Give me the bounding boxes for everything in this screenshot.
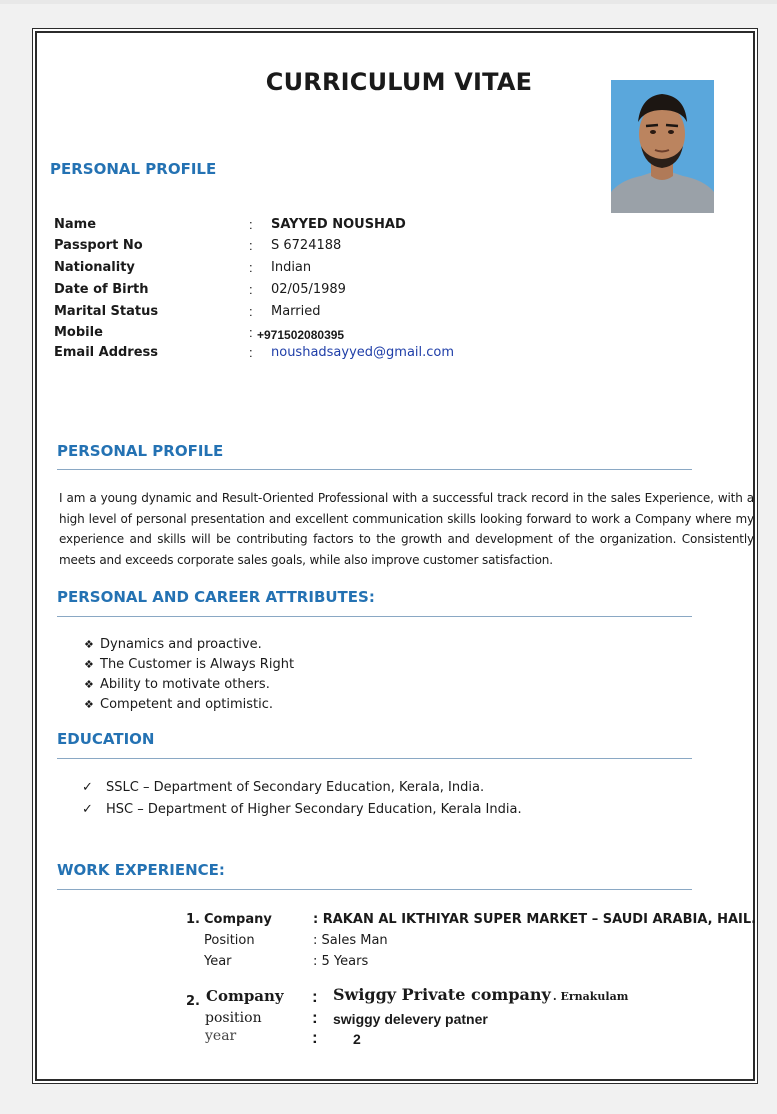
attributes-list <box>84 637 484 717</box>
info-label: Nationality <box>54 260 135 275</box>
education-list <box>82 780 642 824</box>
job-position-colon: : <box>312 1008 318 1027</box>
section-work-experience-heading: WORK EXPERIENCE: <box>57 861 225 879</box>
job-year-value: : 5 Years <box>313 954 369 969</box>
section-attributes-heading: PERSONAL AND CAREER ATTRIBUTES: <box>57 588 375 606</box>
info-row-passport <box>36 238 596 256</box>
job-company-value: Swiggy Private company . Ernakulam <box>333 985 629 1004</box>
job-position-label: Position <box>204 933 255 948</box>
section-personal-profile-2-heading: PERSONAL PROFILE <box>57 442 224 460</box>
list-item: ✓ SSLC – Department of Secondary Education, Kerala, India. <box>82 780 485 795</box>
info-row-email <box>36 345 596 363</box>
section-divider <box>57 616 692 617</box>
section-divider <box>57 469 692 470</box>
info-value: Indian <box>271 260 312 275</box>
job-company-value: : RAKAN AL IKTHIYAR SUPER MARKET – SAUDI ARABIA, HAIL. <box>313 912 757 927</box>
job-position-label: position <box>205 1010 262 1026</box>
diamond-bullet-icon: ❖ <box>84 638 94 651</box>
job-company-label: Company <box>204 912 272 927</box>
info-colon: : <box>249 325 253 340</box>
personal-info-table <box>36 217 596 360</box>
info-label: Marital Status <box>54 304 159 319</box>
info-row-dob <box>36 282 596 300</box>
job-number: 1. <box>186 912 200 927</box>
job-year-value: 2 <box>353 1031 361 1047</box>
info-label: Mobile <box>54 325 103 340</box>
info-value: 02/05/1989 <box>271 282 346 297</box>
job-position-value: : Sales Man <box>313 933 388 948</box>
job-company-colon: : <box>312 987 318 1006</box>
info-colon: : <box>249 345 253 360</box>
list-item: ❖ The Customer is Always Right <box>84 657 295 672</box>
section-personal-profile-heading: PERSONAL PROFILE <box>50 160 217 178</box>
page-edge <box>0 0 777 4</box>
email-link[interactable]: noushadsayyed@gmail.com <box>271 345 455 360</box>
info-label: Date of Birth <box>54 282 149 297</box>
diamond-bullet-icon: ❖ <box>84 698 94 711</box>
info-value: S 6724188 <box>271 238 342 253</box>
list-item: ❖ Ability to motivate others. <box>84 677 270 692</box>
list-item: ❖ Dynamics and proactive. <box>84 637 262 652</box>
profile-photo <box>611 80 714 213</box>
checkmark-icon: ✓ <box>82 780 93 795</box>
job-year-label: Year <box>204 954 232 969</box>
checkmark-icon: ✓ <box>82 802 93 817</box>
document-title: CURRICULUM VITAE <box>265 68 533 96</box>
info-row-name <box>36 217 596 235</box>
info-colon: : <box>249 260 253 275</box>
info-value: Married <box>271 304 321 319</box>
cv-page <box>32 28 758 1084</box>
info-label: Name <box>54 217 97 232</box>
section-divider <box>57 758 692 759</box>
diamond-bullet-icon: ❖ <box>84 658 94 671</box>
info-colon: : <box>249 217 253 232</box>
job-year-colon: : <box>312 1028 318 1047</box>
info-colon: : <box>249 238 253 253</box>
info-value: +971502080395 <box>257 328 345 342</box>
info-row-nationality <box>36 260 596 278</box>
profile-summary-paragraph: I am a young dynamic and Result-Oriented Professional with a successful track record in the sales Experience, with a high level of personal presentation and excellent communication skills looking forward to work a Company where my experience and skills will be contributing factors to the growth and development of the organization. Consistently meets and exceeds corporate sales goals, while also improve customer satisfaction. <box>59 491 754 567</box>
info-label: Passport No <box>54 238 143 253</box>
info-row-marital-status <box>36 304 596 322</box>
list-item: ❖ Competent and optimistic. <box>84 697 274 712</box>
list-item: ✓ HSC – Department of Higher Secondary Education, Kerala India. <box>82 802 522 817</box>
info-colon: : <box>249 304 253 319</box>
job-year-label: year <box>205 1028 237 1044</box>
job-position-value: swiggy delevery patner <box>333 1011 488 1027</box>
section-divider <box>57 889 692 890</box>
info-row-mobile <box>36 325 596 343</box>
job-company-label: Company <box>206 987 284 1005</box>
job-number: 2. <box>186 994 200 1009</box>
info-value: SAYYED NOUSHAD <box>271 217 406 232</box>
diamond-bullet-icon: ❖ <box>84 678 94 691</box>
info-colon: : <box>249 282 253 297</box>
info-label: Email Address <box>54 345 159 360</box>
section-education-heading: EDUCATION <box>57 730 155 748</box>
